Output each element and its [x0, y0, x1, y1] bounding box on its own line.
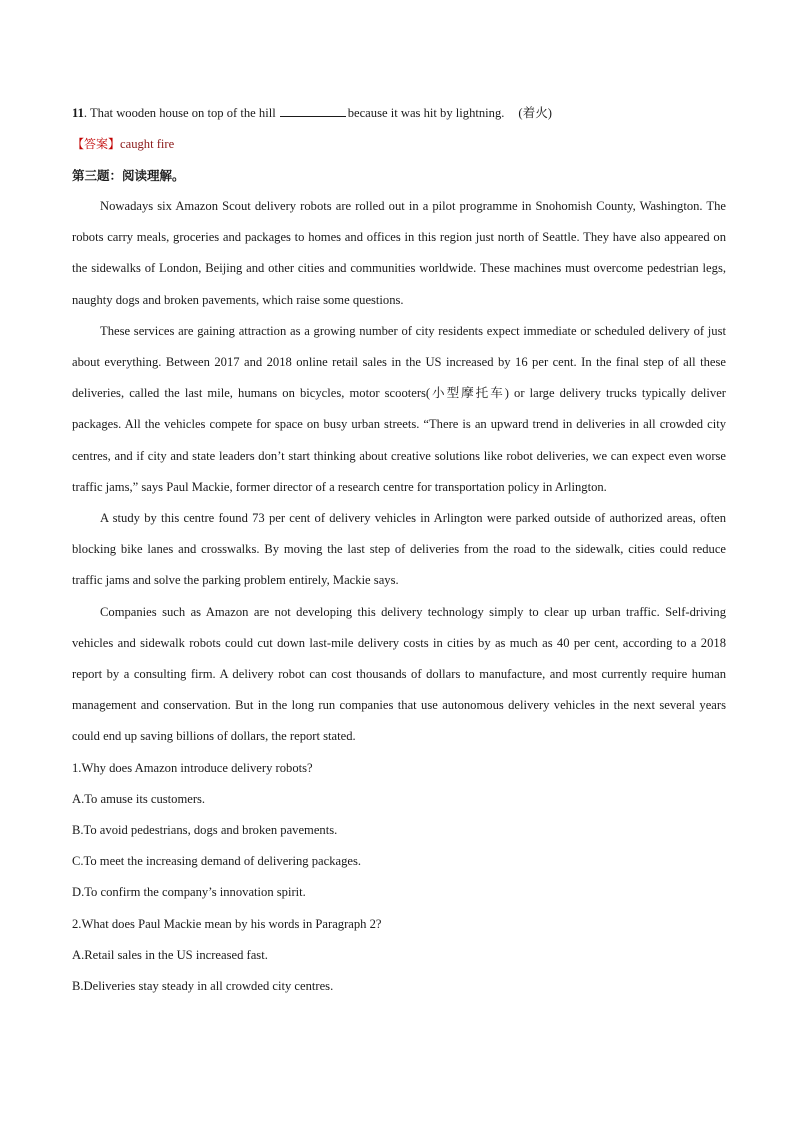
chinese-hint: (着火) [518, 106, 552, 120]
question-text-after: because it was hit by lightning. [347, 106, 505, 120]
passage-paragraph: Companies such as Amazon are not developing this delivery technology simply to clear up urban traffic. Self-driving vehicles and sidewalk robots could cut down last-mile delivery costs in cities by as much as 40 per cent, according to a 2018 report by a consulting firm. A delivery robot can cost thousands of dollars to manufacture, and most currently require human management and conservation. But in the long run companies that use autonomous delivery vehicles in the next several years could end up saving billions of dollars, the report stated. [72, 604, 726, 744]
option: D.To confirm the company’s innovation spirit. [72, 885, 306, 900]
question-stem: 1.Why does Amazon introduce delivery robots? [72, 760, 313, 775]
question-number: 11 [72, 106, 84, 120]
section-title: 第三题：阅读理解。 [72, 168, 185, 183]
document-page [72, 98, 726, 1002]
question-stem: 2.What does Paul Mackie mean by his words in Paragraph 2? [72, 916, 382, 931]
reading-passage [72, 191, 726, 753]
answer-tag: 【答案】 [72, 137, 121, 151]
passage-paragraph: These services are gaining attraction as a growing number of city residents expect immediate or scheduled delivery of just about everything. Between 2017 and 2018 online retail sales in the US increased by 16 per cent. In the final step of all these deliveries, called the last mile, humans on bicycles, motor scooters(小型摩托车) or large delivery trucks typically deliver packages. All the vehicles compete for space on busy urban streets. “There is an upward trend in deliveries in all crowded city centres, and if city and state leaders don’t start thinking about creative solutions like robot deliveries, we can expect even worse traffic jams,” says Paul Mackie, former director of a research centre for transportation policy in Arlington. [72, 323, 726, 494]
question-11 [72, 98, 726, 129]
option: B.To avoid pedestrians, dogs and broken pavements. [72, 823, 338, 838]
answer-blank [280, 104, 346, 117]
option: C.To meet the increasing demand of delivering packages. [72, 854, 362, 869]
answer-line [72, 129, 726, 160]
option: A.To amuse its customers. [72, 791, 206, 806]
passage-paragraph: A study by this centre found 73 per cent of delivery vehicles in Arlington were parked outside of authorized areas, often blocking bike lanes and crosswalks. By moving the last step of deliveries from the road to the sidewalk, cities could reduce traffic jams and solve the parking problem entirely, Mackie says. [72, 511, 726, 588]
question-list [72, 753, 726, 1003]
passage-paragraph: Nowadays six Amazon Scout delivery robots are rolled out in a pilot programme in Snohomish County, Washington. The robots carry meals, groceries and packages to homes and offices in this region just north of Seattle. They have also appeared on the sidewalks of London, Beijing and other cities and communities worldwide. These machines must overcome pedestrian legs, naughty dogs and broken pavements, which raise some questions. [72, 199, 726, 307]
answer-text: caught fire [120, 137, 175, 151]
option: B.Deliveries stay steady in all crowded city centres. [72, 979, 334, 994]
option: A.Retail sales in the US increased fast. [72, 947, 268, 962]
question-text-before: . That wooden house on top of the hill [83, 106, 276, 120]
